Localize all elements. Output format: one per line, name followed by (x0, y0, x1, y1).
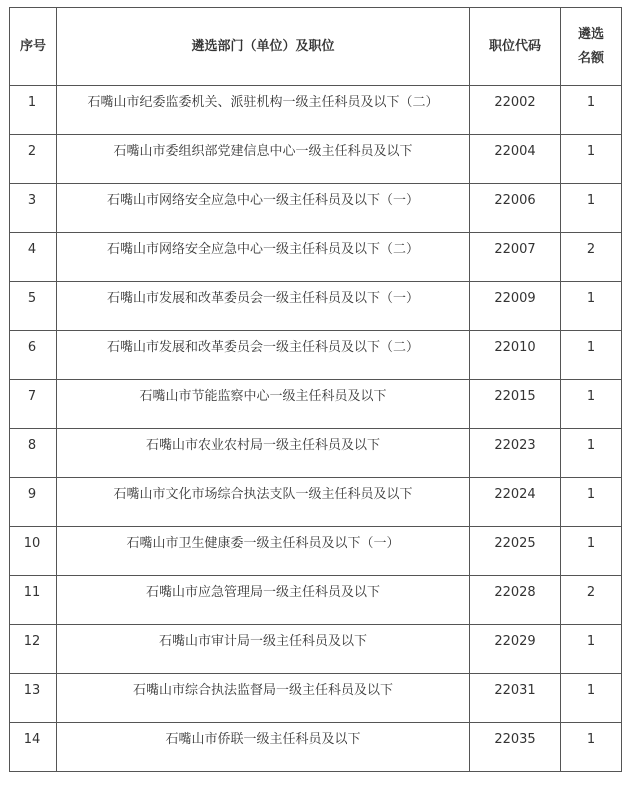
cell-seq: 7 (10, 380, 57, 429)
header-seq: 序号 (10, 8, 57, 86)
cell-quota: 1 (561, 723, 622, 772)
cell-code: 22025 (470, 527, 561, 576)
positions-table-container (9, 7, 621, 772)
table-row (10, 723, 622, 772)
cell-dept: 石嘴山市发展和改革委员会一级主任科员及以下（二） (57, 331, 470, 380)
cell-quota: 1 (561, 331, 622, 380)
cell-quota: 1 (561, 135, 622, 184)
cell-code: 22010 (470, 331, 561, 380)
cell-quota: 1 (561, 86, 622, 135)
cell-seq: 9 (10, 478, 57, 527)
table-row (10, 184, 622, 233)
cell-quota: 1 (561, 380, 622, 429)
table-row (10, 233, 622, 282)
table-header (10, 8, 622, 86)
cell-dept: 石嘴山市审计局一级主任科员及以下 (57, 625, 470, 674)
cell-dept: 石嘴山市侨联一级主任科员及以下 (57, 723, 470, 772)
header-quota-line1: 遴选 (577, 26, 604, 42)
table-row (10, 282, 622, 331)
table-row (10, 86, 622, 135)
cell-code: 22002 (470, 86, 561, 135)
cell-seq: 12 (10, 625, 57, 674)
table-row (10, 380, 622, 429)
cell-code: 22004 (470, 135, 561, 184)
cell-code: 22028 (470, 576, 561, 625)
cell-dept: 石嘴山市文化市场综合执法支队一级主任科员及以下 (57, 478, 470, 527)
table-row (10, 429, 622, 478)
header-dept: 遴选部门（单位）及职位 (57, 8, 470, 86)
table-body (10, 86, 622, 772)
cell-seq: 8 (10, 429, 57, 478)
cell-seq: 13 (10, 674, 57, 723)
header-quota (561, 8, 622, 86)
cell-quota: 1 (561, 674, 622, 723)
table-row (10, 674, 622, 723)
cell-dept: 石嘴山市委组织部党建信息中心一级主任科员及以下 (57, 135, 470, 184)
cell-dept: 石嘴山市卫生健康委一级主任科员及以下（一） (57, 527, 470, 576)
header-code: 职位代码 (470, 8, 561, 86)
table-row (10, 478, 622, 527)
cell-seq: 1 (10, 86, 57, 135)
cell-dept: 石嘴山市网络安全应急中心一级主任科员及以下（二） (57, 233, 470, 282)
cell-quota: 1 (561, 625, 622, 674)
cell-quota: 2 (561, 576, 622, 625)
cell-code: 22015 (470, 380, 561, 429)
cell-seq: 11 (10, 576, 57, 625)
cell-dept: 石嘴山市应急管理局一级主任科员及以下 (57, 576, 470, 625)
cell-seq: 6 (10, 331, 57, 380)
cell-seq: 14 (10, 723, 57, 772)
cell-quota: 2 (561, 233, 622, 282)
table-row (10, 625, 622, 674)
cell-code: 22009 (470, 282, 561, 331)
cell-code: 22031 (470, 674, 561, 723)
positions-table (9, 7, 622, 772)
cell-seq: 2 (10, 135, 57, 184)
cell-code: 22007 (470, 233, 561, 282)
cell-dept: 石嘴山市农业农村局一级主任科员及以下 (57, 429, 470, 478)
cell-seq: 10 (10, 527, 57, 576)
cell-quota: 1 (561, 527, 622, 576)
cell-code: 22023 (470, 429, 561, 478)
cell-dept: 石嘴山市节能监察中心一级主任科员及以下 (57, 380, 470, 429)
cell-dept: 石嘴山市网络安全应急中心一级主任科员及以下（一） (57, 184, 470, 233)
cell-code: 22024 (470, 478, 561, 527)
cell-dept: 石嘴山市综合执法监督局一级主任科员及以下 (57, 674, 470, 723)
cell-code: 22029 (470, 625, 561, 674)
cell-quota: 1 (561, 478, 622, 527)
cell-code: 22006 (470, 184, 561, 233)
cell-dept: 石嘴山市发展和改革委员会一级主任科员及以下（一） (57, 282, 470, 331)
table-row (10, 576, 622, 625)
table-row (10, 527, 622, 576)
cell-seq: 5 (10, 282, 57, 331)
cell-seq: 4 (10, 233, 57, 282)
cell-seq: 3 (10, 184, 57, 233)
cell-quota: 1 (561, 429, 622, 478)
header-row (10, 8, 622, 86)
cell-quota: 1 (561, 282, 622, 331)
table-row (10, 135, 622, 184)
cell-code: 22035 (470, 723, 561, 772)
table-row (10, 331, 622, 380)
cell-dept: 石嘴山市纪委监委机关、派驻机构一级主任科员及以下（二） (57, 86, 470, 135)
cell-quota: 1 (561, 184, 622, 233)
header-quota-line2: 名额 (577, 50, 604, 66)
